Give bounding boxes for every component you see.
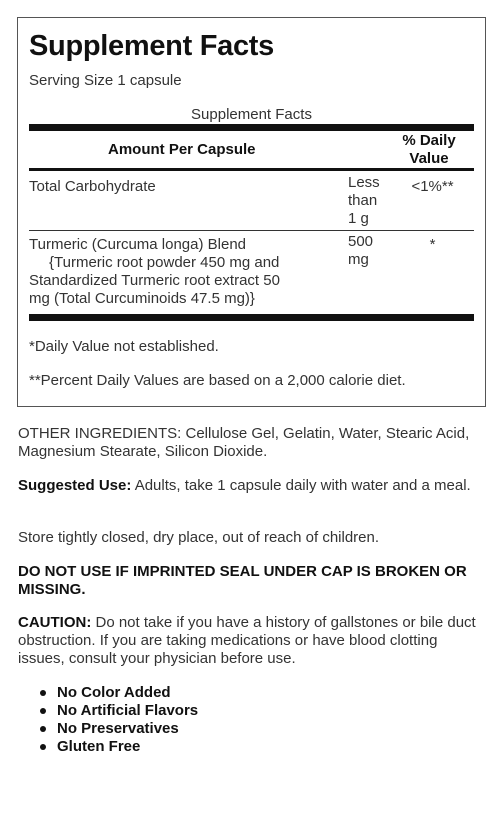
feature-list bbox=[40, 684, 198, 756]
bullet-icon bbox=[40, 708, 46, 714]
row-dv-carbohydrate: <1%** bbox=[411, 178, 454, 195]
feature-label: No Color Added bbox=[57, 684, 171, 701]
amount-line: Less bbox=[348, 174, 380, 191]
thick-divider bbox=[29, 124, 474, 131]
seal-warning: DO NOT USE IF IMPRINTED SEAL UNDER CAP IS BROKEN OR MISSING. bbox=[18, 563, 467, 598]
serving-size: Serving Size 1 capsule bbox=[29, 72, 182, 89]
list-item bbox=[40, 738, 198, 756]
header-dv-line1: % Daily bbox=[402, 132, 456, 149]
storage-instructions: Store tightly closed, dry place, out of reach of children. bbox=[18, 529, 380, 546]
header-daily-value bbox=[390, 132, 468, 168]
blend-name-line: mg (Total Curcuminoids 47.5 mg)} bbox=[29, 290, 255, 307]
blend-name-line: Standardized Turmeric root extract 50 bbox=[29, 272, 280, 289]
list-item bbox=[40, 684, 198, 702]
amount-line: 500 bbox=[348, 233, 374, 250]
row-name-carbohydrate: Total Carbohydrate bbox=[29, 178, 156, 195]
suggested-use bbox=[18, 477, 480, 495]
feature-label: No Preservatives bbox=[57, 720, 179, 737]
suggested-use-label: Suggested Use: bbox=[18, 477, 132, 494]
suggested-use-text: Adults, take 1 capsule daily with water and a meal. bbox=[131, 477, 471, 494]
row-divider bbox=[29, 230, 474, 231]
amount-line: 1 g bbox=[348, 210, 369, 227]
list-item bbox=[40, 720, 198, 738]
row-name-turmeric-blend bbox=[29, 236, 280, 308]
thick-divider bbox=[29, 314, 474, 321]
header-divider bbox=[29, 168, 474, 171]
blend-name-line: Turmeric (Curcuma longa) Blend bbox=[29, 236, 247, 253]
feature-label: No Artificial Flavors bbox=[57, 702, 199, 719]
caution bbox=[18, 614, 480, 668]
amount-line: mg bbox=[348, 251, 369, 268]
facts-title: Supplement Facts bbox=[29, 30, 274, 62]
other-ingredients: OTHER INGREDIENTS: Cellulose Gel, Gelatin, Water, Stearic Acid, Magnesium Stearate, Silicon Dioxide. bbox=[18, 425, 470, 460]
bullet-icon bbox=[40, 726, 46, 732]
amount-line: than bbox=[348, 192, 378, 209]
footnote-daily-value: *Daily Value not established. bbox=[29, 338, 219, 355]
row-dv-turmeric-blend: * bbox=[429, 236, 436, 253]
header-dv-line2: Value bbox=[409, 150, 449, 167]
header-amount-per-capsule: Amount Per Capsule bbox=[108, 141, 256, 158]
feature-label: Gluten Free bbox=[57, 738, 141, 755]
caution-label: CAUTION: bbox=[18, 614, 92, 631]
blend-name-line: {Turmeric root powder 450 mg and bbox=[49, 254, 280, 271]
list-item bbox=[40, 702, 198, 720]
table-caption: Supplement Facts bbox=[191, 106, 312, 123]
bullet-icon bbox=[40, 744, 46, 750]
bullet-icon bbox=[40, 690, 46, 696]
supplement-facts-panel bbox=[17, 17, 486, 407]
footnote-percent-daily: **Percent Daily Values are based on a 2,000 calorie diet. bbox=[29, 372, 406, 389]
caution-text: Do not take if you have a history of gallstones or bile duct obstruction. If you are taking medications or have blood clotting issues, consult your physician before use. bbox=[18, 614, 476, 667]
